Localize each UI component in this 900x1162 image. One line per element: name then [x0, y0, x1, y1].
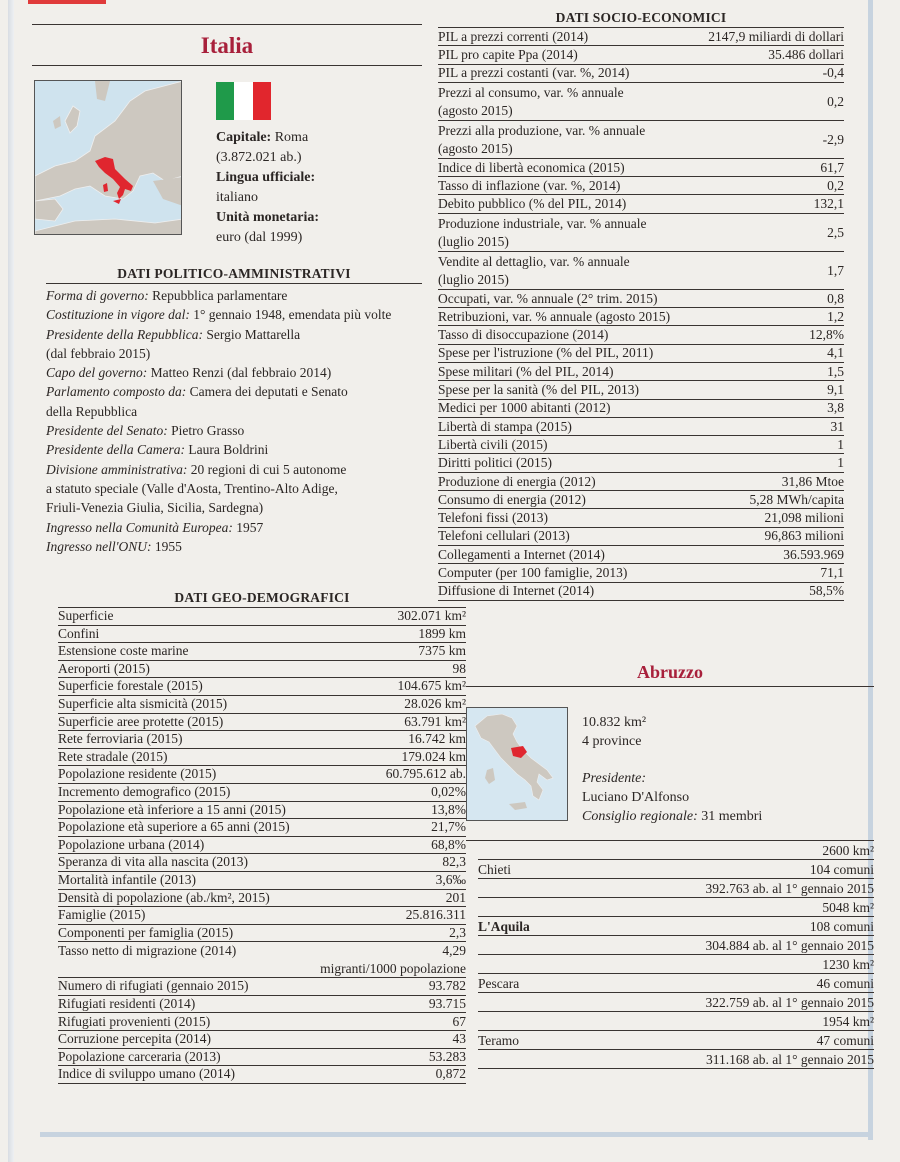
capital-line [216, 128, 319, 148]
table-row: Spese per la sanità (% del PIL, 2013) 9,1 [438, 381, 844, 399]
language-value: italiano [216, 190, 258, 205]
region-intro [466, 707, 874, 826]
table-row: Computer (per 100 famiglie, 2013) 71,1 [438, 564, 844, 582]
table-row: Tasso di disoccupazione (2014) 12,8% [438, 326, 844, 344]
pol-line: Capo del governo: Matteo Renzi (dal febbraio 2014) [46, 365, 332, 381]
table-row: Telefoni cellulari (2013) 96,863 milioni [438, 528, 844, 546]
pol-line: Friuli-Venezia Giulia, Sicilia, Sardegna) [46, 500, 264, 516]
political-list [46, 286, 422, 556]
pol-line: Presidente della Repubblica: Sergio Mattarella [46, 326, 301, 342]
table-row: Rifugiati residenti (2014) 93.715 [58, 996, 466, 1014]
region-section [466, 662, 874, 1069]
table-row: Confini 1899 km [58, 626, 466, 644]
pol-line: Parlamento composto da: Camera dei deputati e Senato [46, 384, 348, 400]
table-row: Produzione industriale, var. % annuale (luglio 2015) 2,5 [438, 214, 844, 252]
pol-line: Divisione amministrativa: 20 regioni di cui 5 autonome [46, 461, 347, 477]
table-row: Numero di rifugiati (gennaio 2015) 93.782 [58, 978, 466, 996]
table-row: PIL a prezzi correnti (2014) 2147,9 miliardi di dollari [438, 28, 844, 46]
table-row: Prezzi alla produzione, var. % annuale (agosto 2015) -2,9 [438, 121, 844, 159]
political-section-title: DATI POLITICO-AMMINISTRATIVI [46, 266, 422, 284]
europe-locator-map [34, 80, 182, 235]
table-row: Libertà civili (2015) 1 [438, 436, 844, 454]
table-row: Famiglie (2015) 25.816.311 [58, 907, 466, 925]
chapter-tab-marker [28, 0, 106, 4]
table-row: Libertà di stampa (2015) 31 [438, 418, 844, 436]
table-row: Spese militari (% del PIL, 2014) 1,5 [438, 363, 844, 381]
table-row: Diffusione di Internet (2014) 58,5% [438, 583, 844, 601]
table-row: Indice di libertà economica (2015) 61,7 [438, 159, 844, 177]
table-row: PIL pro capite Ppa (2014) 35.486 dollari [438, 46, 844, 64]
table-row: Occupati, var. % annuale (2° trim. 2015) 0,8 [438, 290, 844, 308]
country-column [32, 18, 422, 556]
table-row: Consumo di energia (2012) 5,28 MWh/capita [438, 491, 844, 509]
geo-section [58, 590, 466, 1084]
flag-icon [216, 82, 271, 120]
table-row: Speranza di vita alla nascita (2013) 82,3 [58, 854, 466, 872]
table-row: Collegamenti a Internet (2014) 36.593.969 [438, 546, 844, 564]
currency-label: Unità monetaria: [216, 210, 320, 225]
region-president: Luciano D'Alfonso [582, 790, 690, 805]
table-row: Prezzi al consumo, var. % annuale (agosto 2015) 0,2 [438, 83, 844, 121]
socio-table [438, 28, 844, 601]
table-row: Telefoni fissi (2013) 21,098 milioni [438, 509, 844, 527]
pol-line: a statuto speciale (Valle d'Aosta, Trentino-Alto Adige, [46, 480, 338, 496]
country-info [216, 80, 319, 248]
region-president-label: Presidente: [582, 771, 647, 786]
table-row: Vendite al dettaglio, var. % annuale (luglio 2015) 1,7 [438, 252, 844, 290]
province-name: L'Aquila [478, 919, 530, 934]
provinces-table [466, 840, 874, 1069]
capital-population: (3.872.021 ab.) [216, 150, 302, 165]
socio-section-title: DATI SOCIO-ECONOMICI [438, 10, 844, 28]
table-row: Popolazione residente (2015) 60.795.612 ab. [58, 766, 466, 784]
pol-line: Ingresso nell'ONU: 1955 [46, 538, 182, 554]
europe-map-icon [35, 81, 182, 235]
country-title: Italia [200, 33, 254, 58]
pol-line: (dal febbraio 2015) [46, 345, 151, 361]
table-row: Componenti per famiglia (2015) 2,3 [58, 925, 466, 943]
table-row: Rifugiati provenienti (2015) 67 [58, 1013, 466, 1031]
pol-line: Costituzione in vigore dal: 1° gennaio 1948, emendata più volte [46, 307, 392, 323]
country-intro [32, 80, 422, 248]
region-title: Abruzzo [466, 662, 874, 687]
table-row: Rete stradale (2015) 179.024 km [58, 749, 466, 767]
title-rule-bottom [32, 65, 422, 66]
pol-line: Presidente della Camera: Laura Boldrini [46, 442, 269, 458]
table-row-migration: Tasso netto di migrazione (2014) 4,29 migranti/1000 popolazione [58, 942, 466, 978]
pol-line: Ingresso nella Comunità Europea: 1957 [46, 519, 264, 535]
region-council: Consiglio regionale: 31 membri [582, 809, 763, 824]
table-row: Popolazione età superiore a 65 anni (2015) 21,7% [58, 819, 466, 837]
capital-label: Capitale: [216, 130, 272, 145]
region-info [582, 707, 762, 826]
table-row: Popolazione carceraria (2013) 53.283 [58, 1049, 466, 1067]
capital-value: Roma [274, 130, 309, 145]
table-row: Superficie forestale (2015) 104.675 km² [58, 678, 466, 696]
pol-line: della Repubblica [46, 403, 138, 419]
table-row: Superficie 302.071 km² [58, 608, 466, 626]
table-row: Debito pubblico (% del PIL, 2014) 132,1 [438, 195, 844, 213]
table-row: Popolazione età inferiore a 15 anni (2015) 13,8% [58, 802, 466, 820]
table-row: Incremento demografico (2015) 0,02% [58, 784, 466, 802]
socio-section [438, 10, 844, 601]
table-row: Densità di popolazione (ab./km², 2015) 201 [58, 890, 466, 908]
pol-line: Forma di governo: Repubblica parlamentare [46, 288, 288, 303]
page-edge-left [8, 0, 14, 1162]
province-name: Teramo [478, 1033, 520, 1048]
table-row: Popolazione urbana (2014) 68,8% [58, 837, 466, 855]
table-row: Aeroporti (2015) 98 [58, 661, 466, 679]
province-name: Chieti [478, 862, 511, 877]
table-row: Diritti politici (2015) 1 [438, 454, 844, 472]
table-row: Spese per l'istruzione (% del PIL, 2011) 4,1 [438, 345, 844, 363]
table-row: Medici per 1000 abitanti (2012) 3,8 [438, 400, 844, 418]
table-row: Retribuzioni, var. % annuale (agosto 2015) 1,2 [438, 308, 844, 326]
province-block: 1954 km² Teramo 47 comuni 311.168 ab. al 1° gennaio 2015 [478, 1014, 874, 1067]
geo-section-title: DATI GEO-DEMOGRAFICI [58, 590, 466, 608]
table-row: Estensione coste marine 7375 km [58, 643, 466, 661]
geo-table [58, 608, 466, 1084]
province-block: 1230 km² Pescara 46 comuni 322.759 ab. al 1° gennaio 2015 [478, 957, 874, 1010]
table-row: Superficie aree protette (2015) 63.791 km² [58, 714, 466, 732]
table-row: Superficie alta sismicità (2015) 28.026 km² [58, 696, 466, 714]
region-locator-map [466, 707, 568, 821]
province-name: Pescara [478, 976, 520, 991]
province-block: 5048 km² L'Aquila 108 comuni 304.884 ab. al 1° gennaio 2015 [478, 900, 874, 953]
table-row: Indice di sviluppo umano (2014) 0,872 [58, 1066, 466, 1084]
table-row: PIL a prezzi costanti (var. %, 2014) -0,4 [438, 65, 844, 83]
italy-map-icon [467, 708, 568, 821]
region-area: 10.832 km² [582, 715, 647, 730]
region-provinces-count: 4 province [582, 734, 642, 749]
table-row: Corruzione percepita (2014) 43 [58, 1031, 466, 1049]
table-row: Mortalità infantile (2013) 3,6‰ [58, 872, 466, 890]
currency-value: euro (dal 1999) [216, 230, 303, 245]
pol-line: Presidente del Senato: Pietro Grasso [46, 423, 245, 439]
table-row: Tasso di inflazione (var. %, 2014) 0,2 [438, 177, 844, 195]
table-row: Rete ferroviaria (2015) 16.742 km [58, 731, 466, 749]
province-block: 2600 km² Chieti 104 comuni 392.763 ab. al 1° gennaio 2015 [478, 843, 874, 896]
page-edge-bottom [40, 1132, 873, 1137]
table-row: Produzione di energia (2012) 31,86 Mtoe [438, 473, 844, 491]
language-label: Lingua ufficiale: [216, 170, 316, 185]
